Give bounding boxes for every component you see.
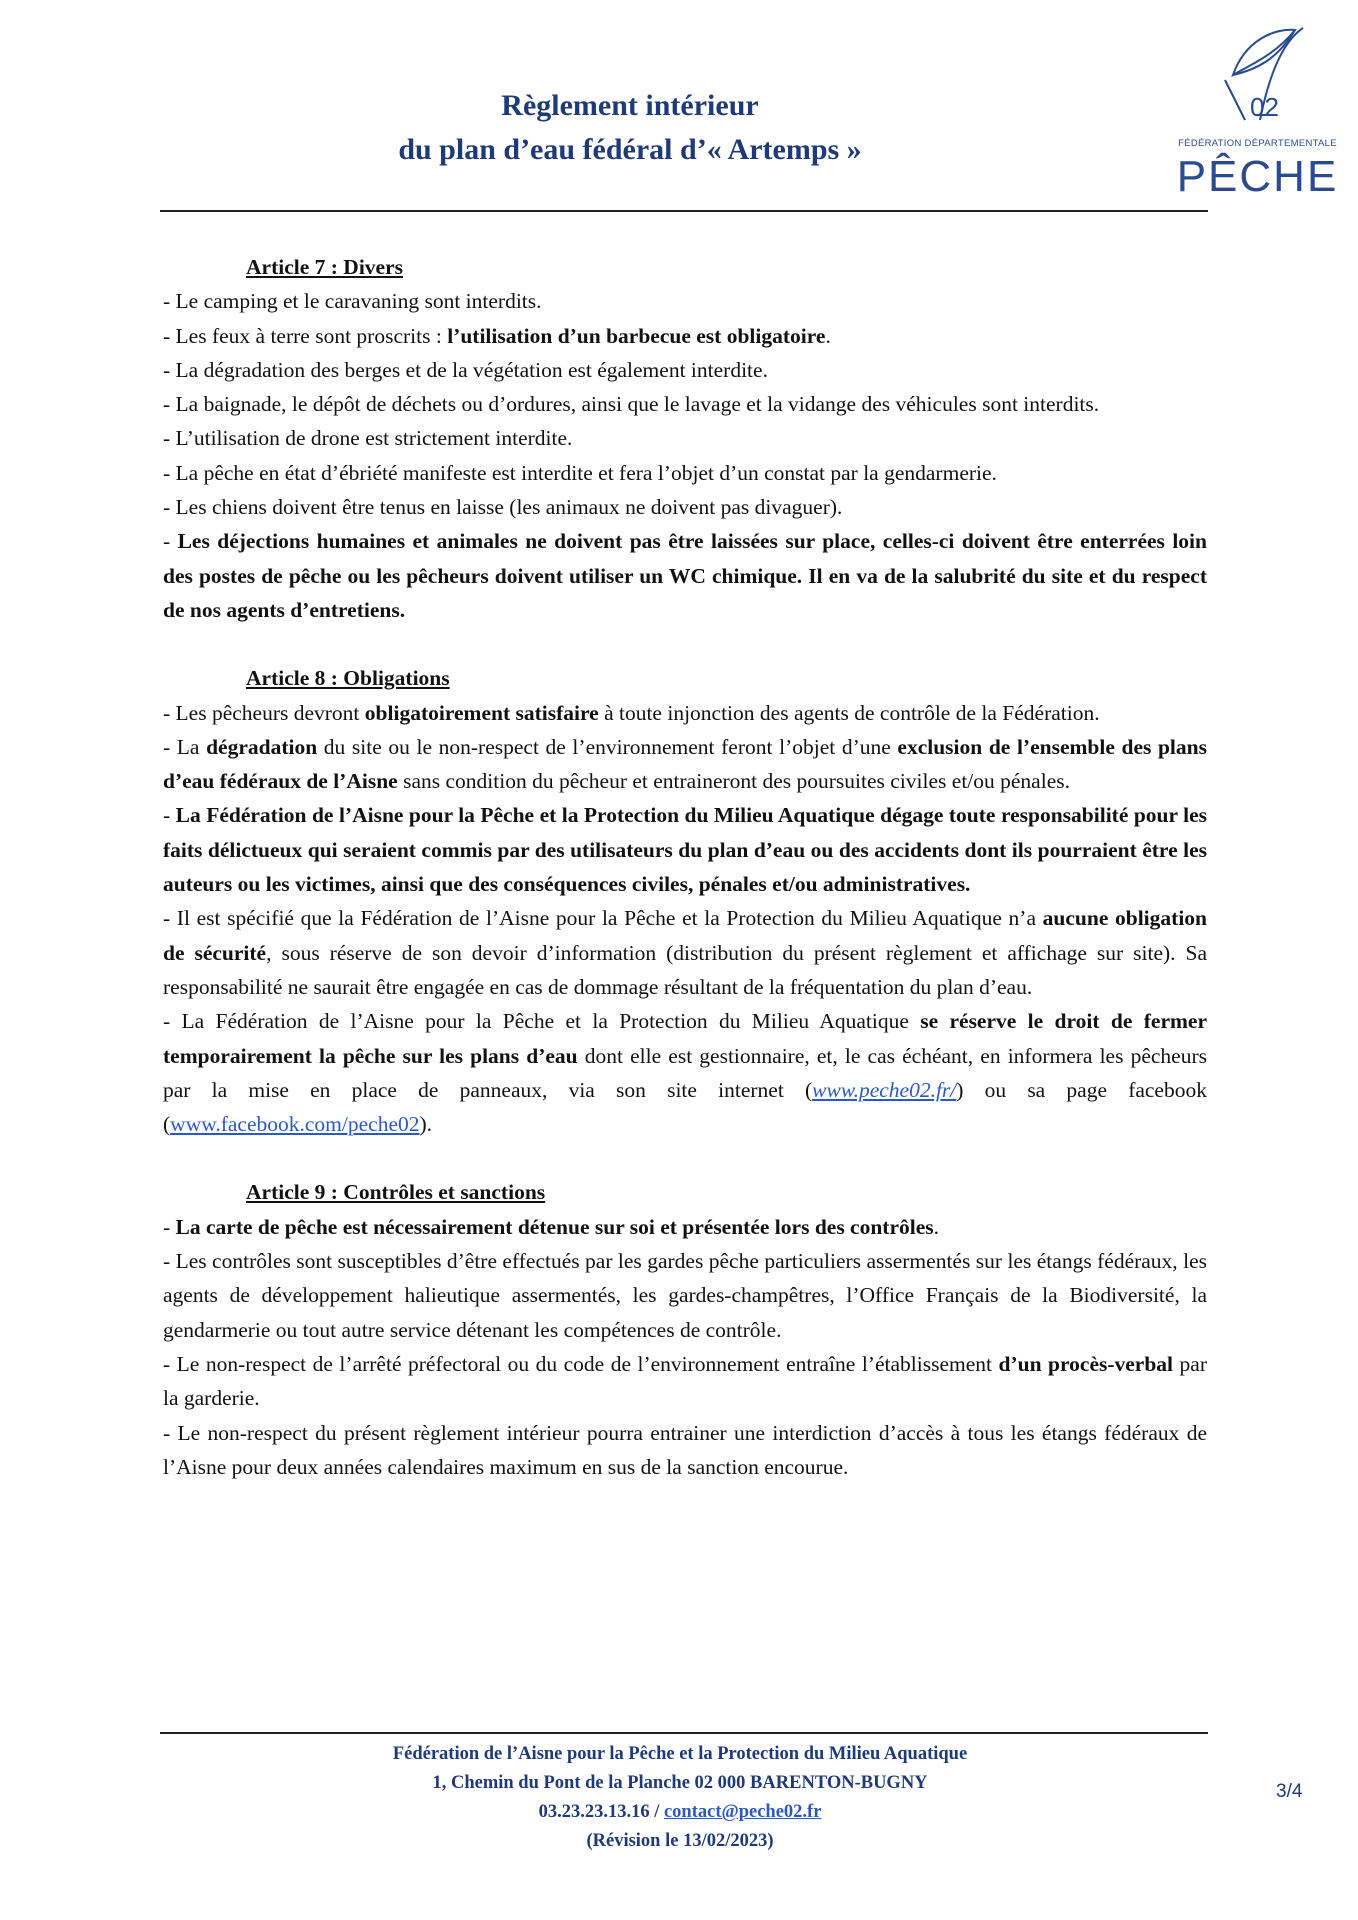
article-8-paragraph: - Les pêcheurs devront obligatoirement satisfaire à toute injonction des agents de contrôle de la Fédération. xyxy=(163,700,1100,725)
article-9-paragraph: - Les contrôles sont susceptibles d’être effectués par les gardes pêche particuliers assermentés sur les étangs fédéraux, les agents de développement halieutique assermentés, les gardes-champêtres, l’Office Français de la Biodiversité, la gendarmerie ou tout autre service détenant les compétences de contrôle. xyxy=(163,1249,1207,1342)
article-7-line: - L’utilisation de drone est strictement interdite. xyxy=(163,426,573,451)
website-link[interactable]: www.peche02.fr/ xyxy=(812,1077,957,1102)
article-7-line: - La baignade, le dépôt de déchets ou d’ordures, ainsi que le lavage et la vidange des véhicules sont interdits. xyxy=(163,392,1100,417)
footer-address: 1, Chemin du Pont de la Planche 02 000 BARENTON-BUGNY xyxy=(432,1773,928,1793)
footer-organization: Fédération de l’Aisne pour la Pêche et la Protection du Milieu Aquatique xyxy=(392,1744,968,1764)
page-number: 3/4 xyxy=(1276,1781,1303,1802)
page-footer xyxy=(290,1740,1070,1856)
article-9-paragraph: - Le non-respect de l’arrêté préfectoral ou du code de l’environnement entraîne l’établissement d’un procès-verbal par la garderie. xyxy=(163,1351,1207,1411)
article-8-heading: Article 8 : Obligations xyxy=(246,666,450,691)
article-8-paragraph: - Il est spécifié que la Fédération de l’Aisne pour la Pêche et la Protection du Milieu Aquatique n’a aucune obligation de sécurité, sous réserve de son devoir d’information (distribution du présent règlement et affichage sur site). Sa responsabilité ne saurait être engagée en cas de dommage résultant de la fréquentation du plan d’eau. xyxy=(163,906,1208,999)
article-7-line: - Les déjections humaines et animales ne doivent pas être laissées sur place, celles-ci doivent être enterrées loin des postes de pêche ou les pêcheurs doivent utiliser un WC chimique. Il en va de la salubrité du site et du respect de nos agents d’entretiens. xyxy=(163,529,1207,622)
document-body xyxy=(163,250,1207,1484)
article-7-heading: Article 7 : Divers xyxy=(246,255,403,279)
footer-contact: 03.23.23.13.16 / contact@peche02.fr xyxy=(538,1802,822,1822)
logo-name: PÊCHE xyxy=(1176,152,1339,201)
article-7-line: - Les feux à terre sont proscrits : l’utilisation d’un barbecue est obligatoire. xyxy=(163,323,831,348)
article-7-line: - La dégradation des berges et de la végétation est également interdite. xyxy=(163,357,768,382)
footer-revision: (Révision le 13/02/2023) xyxy=(586,1831,774,1851)
article-8-paragraph: - La Fédération de l’Aisne pour la Pêche et la Protection du Milieu Aquatique se réserve le droit de fermer temporairement la pêche sur les plans d’eau dont elle est gestionnaire, et, le cas échéant, en informera les pêcheurs par la mise en place de panneaux, via son site internet (www.peche02.fr/) ou sa page facebook (www.facebook.com/peche02). xyxy=(163,1009,1208,1137)
email-link[interactable]: contact@peche02.fr xyxy=(663,1802,822,1822)
article-7-line: - Le camping et le caravaning sont interdits. xyxy=(163,289,542,314)
logo-subtitle: FÉDÉRATION DÉPARTEMENTALE xyxy=(1178,138,1337,149)
document-subtitle: du plan d’eau fédéral d’« Artemps » xyxy=(398,133,862,166)
article-9-paragraph: - Le non-respect du présent règlement intérieur pourra entrainer une interdiction d’accès à tous les étangs fédéraux de l’Aisne pour deux années calendaires maximum en sus de la sanction encourue. xyxy=(163,1420,1207,1479)
article-9-heading: Article 9 : Contrôles et sanctions xyxy=(246,1180,546,1205)
article-8-paragraph: - La dégradation du site ou le non-respect de l’environnement feront l’objet d’une exclusion de l’ensemble des plans d’eau fédéraux de l’Aisne sans condition du pêcheur et entraineront des poursuites civiles et/ou pénales. xyxy=(163,734,1207,794)
article-7-line: - Les chiens doivent être tenus en laisse (les animaux ne doivent pas divaguer). xyxy=(163,495,843,520)
article-7-line: - La pêche en état d’ébriété manifeste est interdite et fera l’objet d’un constat par la gendarmerie. xyxy=(163,460,997,485)
document-title: Règlement intérieur xyxy=(501,89,759,122)
article-9-paragraph: - La carte de pêche est nécessairement détenue sur soi et présentée lors des contrôles. xyxy=(163,1214,940,1239)
header-divider xyxy=(160,210,1208,212)
article-8-paragraph: - La Fédération de l’Aisne pour la Pêche et la Protection du Milieu Aquatique dégage toute responsabilité pour les faits délictueux qui seraient commis par des utilisateurs du plan d’eau ou des accidents dont ils pourraient être les auteurs ou les victimes, ainsi que des conséquences civiles, pénales et/ou administratives. xyxy=(163,803,1208,897)
federation-logo xyxy=(1175,20,1340,201)
page-header xyxy=(0,0,1358,215)
footer-divider xyxy=(160,1732,1208,1734)
logo-number: 02 xyxy=(1250,92,1279,122)
facebook-link[interactable]: www.facebook.com/peche02 xyxy=(170,1112,420,1137)
